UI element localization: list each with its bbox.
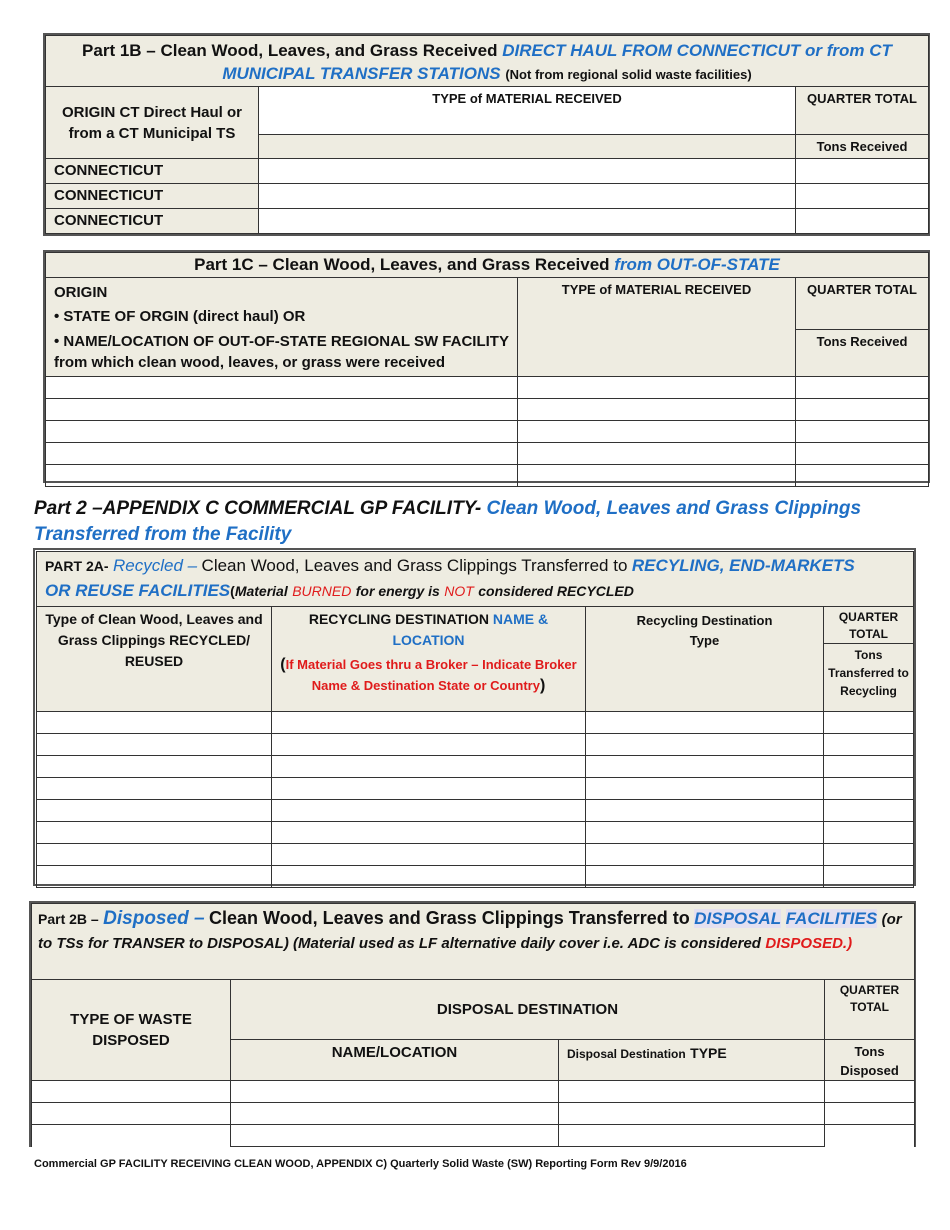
tons-input-cell[interactable]: [796, 377, 929, 399]
type-material-header: TYPE of MATERIAL RECEIVED: [259, 87, 796, 135]
tons-input-cell[interactable]: [796, 443, 929, 465]
tons-disposed-header: Tons Disposed: [825, 1040, 915, 1081]
destination-input-cell[interactable]: [272, 756, 586, 778]
origin-column-header: ORIGIN • STATE OF ORGIN (direct haul) OR • NAME/LOCATION OF OUT-OF-STATE REGIONAL SW FACILITY from which clean wood, leaves, or grass were received: [46, 278, 518, 377]
recycled-type-input-cell[interactable]: [37, 822, 272, 844]
tons-input-cell[interactable]: [824, 778, 914, 800]
part-1b-title: Part 1B – Clean Wood, Leaves, and Grass Received DIRECT HAUL FROM CONNECTICUT or from CT MUNICIPAL TRANSFER STATIONS (Not from regional solid waste facilities): [46, 36, 929, 87]
tons-input-cell[interactable]: [824, 734, 914, 756]
recycling-destination-header: RECYCLING DESTINATION NAME & LOCATION (If Material Goes thru a Broker – Indicate Broker Name & Destination State or Country): [272, 607, 586, 712]
part-1c-table: [45, 252, 929, 487]
destination-type-input-cell[interactable]: [586, 712, 824, 734]
tons-received-header: Tons Received: [796, 135, 929, 159]
destination-type-input-cell[interactable]: [586, 778, 824, 800]
tons-input-cell[interactable]: [824, 712, 914, 734]
material-input-cell[interactable]: [518, 443, 796, 465]
origin-column-header: ORIGIN CT Direct Haul or from a CT Municipal TS: [46, 87, 259, 159]
tons-input-cell[interactable]: [825, 1103, 915, 1125]
waste-type-input-cell[interactable]: [32, 1081, 231, 1103]
tons-input-cell[interactable]: [796, 465, 929, 487]
quarter-total-header: QUARTER TOTAL: [825, 980, 915, 1040]
type-material-subheader: [259, 135, 796, 159]
origin-cell: CONNECTICUT: [46, 209, 259, 234]
origin-input-cell[interactable]: [46, 399, 518, 421]
recycling-destination-type-header: Recycling Destination Type: [586, 607, 824, 712]
destination-type-input-cell[interactable]: [559, 1081, 825, 1103]
recycled-type-input-cell[interactable]: [37, 734, 272, 756]
part-1b-table: [45, 35, 929, 234]
destination-type-input-cell[interactable]: [586, 800, 824, 822]
destination-type-input-cell[interactable]: [586, 822, 824, 844]
material-input-cell[interactable]: [518, 377, 796, 399]
destination-type-header: Disposal Destination TYPE: [559, 1040, 825, 1081]
destination-type-input-cell[interactable]: [559, 1103, 825, 1125]
destination-input-cell[interactable]: [272, 778, 586, 800]
recycled-type-header: Type of Clean Wood, Leaves and Grass Clippings RECYCLED/ REUSED: [37, 607, 272, 712]
recycled-type-input-cell[interactable]: [37, 778, 272, 800]
origin-input-cell[interactable]: [46, 377, 518, 399]
waste-type-input-cell[interactable]: [32, 1125, 231, 1147]
recycled-type-input-cell[interactable]: [37, 866, 272, 888]
destination-type-input-cell[interactable]: [586, 844, 824, 866]
quarter-total-header: QUARTER TOTAL: [796, 278, 929, 330]
quarter-total-header: QUARTER TOTAL: [824, 607, 914, 644]
tons-input-cell[interactable]: [824, 866, 914, 888]
tons-input-cell[interactable]: [796, 184, 929, 209]
recycled-type-input-cell[interactable]: [37, 712, 272, 734]
tons-input-cell[interactable]: [796, 159, 929, 184]
destination-input-cell[interactable]: [272, 822, 586, 844]
waste-type-header: TYPE OF WASTE DISPOSED: [32, 980, 231, 1081]
material-input-cell[interactable]: [518, 465, 796, 487]
page-footer: Commercial GP FACILITY RECEIVING CLEAN WOOD, APPENDIX C) Quarterly Solid Waste (SW) Reporting Form Rev 9/9/2016: [34, 1158, 687, 1170]
origin-cell: CONNECTICUT: [46, 159, 259, 184]
quarter-total-header: QUARTER TOTAL: [796, 87, 929, 135]
material-input-cell[interactable]: [518, 399, 796, 421]
recycled-type-input-cell[interactable]: [37, 800, 272, 822]
origin-cell: CONNECTICUT: [46, 184, 259, 209]
type-material-header: TYPE of MATERIAL RECEIVED: [518, 278, 796, 377]
origin-input-cell[interactable]: [46, 421, 518, 443]
destination-type-input-cell[interactable]: [586, 734, 824, 756]
part-2b-table: [31, 903, 915, 1147]
destination-input-cell[interactable]: [272, 866, 586, 888]
origin-input-cell[interactable]: [46, 443, 518, 465]
destination-input-cell[interactable]: [272, 712, 586, 734]
tons-input-cell[interactable]: [825, 1081, 915, 1103]
tons-input-cell[interactable]: [824, 822, 914, 844]
destination-type-input-cell[interactable]: [559, 1125, 825, 1147]
material-input-cell[interactable]: [518, 421, 796, 443]
disposal-destination-header: DISPOSAL DESTINATION: [231, 980, 825, 1040]
material-input-cell[interactable]: [259, 209, 796, 234]
recycled-type-input-cell[interactable]: [37, 844, 272, 866]
tons-input-cell[interactable]: [796, 421, 929, 443]
tons-received-header: Tons Received: [796, 330, 929, 377]
tons-input-cell[interactable]: [824, 800, 914, 822]
tons-input-cell[interactable]: [824, 756, 914, 778]
tons-input-cell[interactable]: [825, 1125, 915, 1147]
tons-input-cell[interactable]: [824, 844, 914, 866]
part-2-heading: Part 2 –APPENDIX C COMMERCIAL GP FACILITY- Clean Wood, Leaves and Grass Clippings Transferred from the Facility: [34, 498, 862, 545]
name-location-input-cell[interactable]: [231, 1125, 559, 1147]
material-input-cell[interactable]: [259, 159, 796, 184]
material-input-cell[interactable]: [259, 184, 796, 209]
destination-input-cell[interactable]: [272, 734, 586, 756]
destination-type-input-cell[interactable]: [586, 756, 824, 778]
part-2b-title: Part 2B – Disposed – Clean Wood, Leaves and Grass Clippings Transferred to DISPOSAL FACILITIES (or to TSs for TRANSER to DISPOSAL) (Material used as LF alternative daily cover i.e. ADC is considered DISPOSED.): [32, 904, 915, 980]
tons-input-cell[interactable]: [796, 399, 929, 421]
part-2a-table: [36, 551, 914, 888]
destination-input-cell[interactable]: [272, 844, 586, 866]
name-location-input-cell[interactable]: [231, 1103, 559, 1125]
name-location-input-cell[interactable]: [231, 1081, 559, 1103]
part-2a-title: PART 2A- Recycled – Clean Wood, Leaves and Grass Clippings Transferred to RECYLING, END-MARKETS OR REUSE FACILITIES(Material BURNED for energy is NOT considered RECYCLED: [37, 552, 914, 607]
tons-recycled-header: Tons Transferred to Recycling: [824, 644, 914, 712]
part-1c-title: Part 1C – Clean Wood, Leaves, and Grass Received from OUT-OF-STATE: [46, 253, 929, 278]
destination-input-cell[interactable]: [272, 800, 586, 822]
recycled-type-input-cell[interactable]: [37, 756, 272, 778]
origin-input-cell[interactable]: [46, 465, 518, 487]
name-location-header: NAME/LOCATION: [231, 1040, 559, 1081]
waste-type-input-cell[interactable]: [32, 1103, 231, 1125]
tons-input-cell[interactable]: [796, 209, 929, 234]
destination-type-input-cell[interactable]: [586, 866, 824, 888]
